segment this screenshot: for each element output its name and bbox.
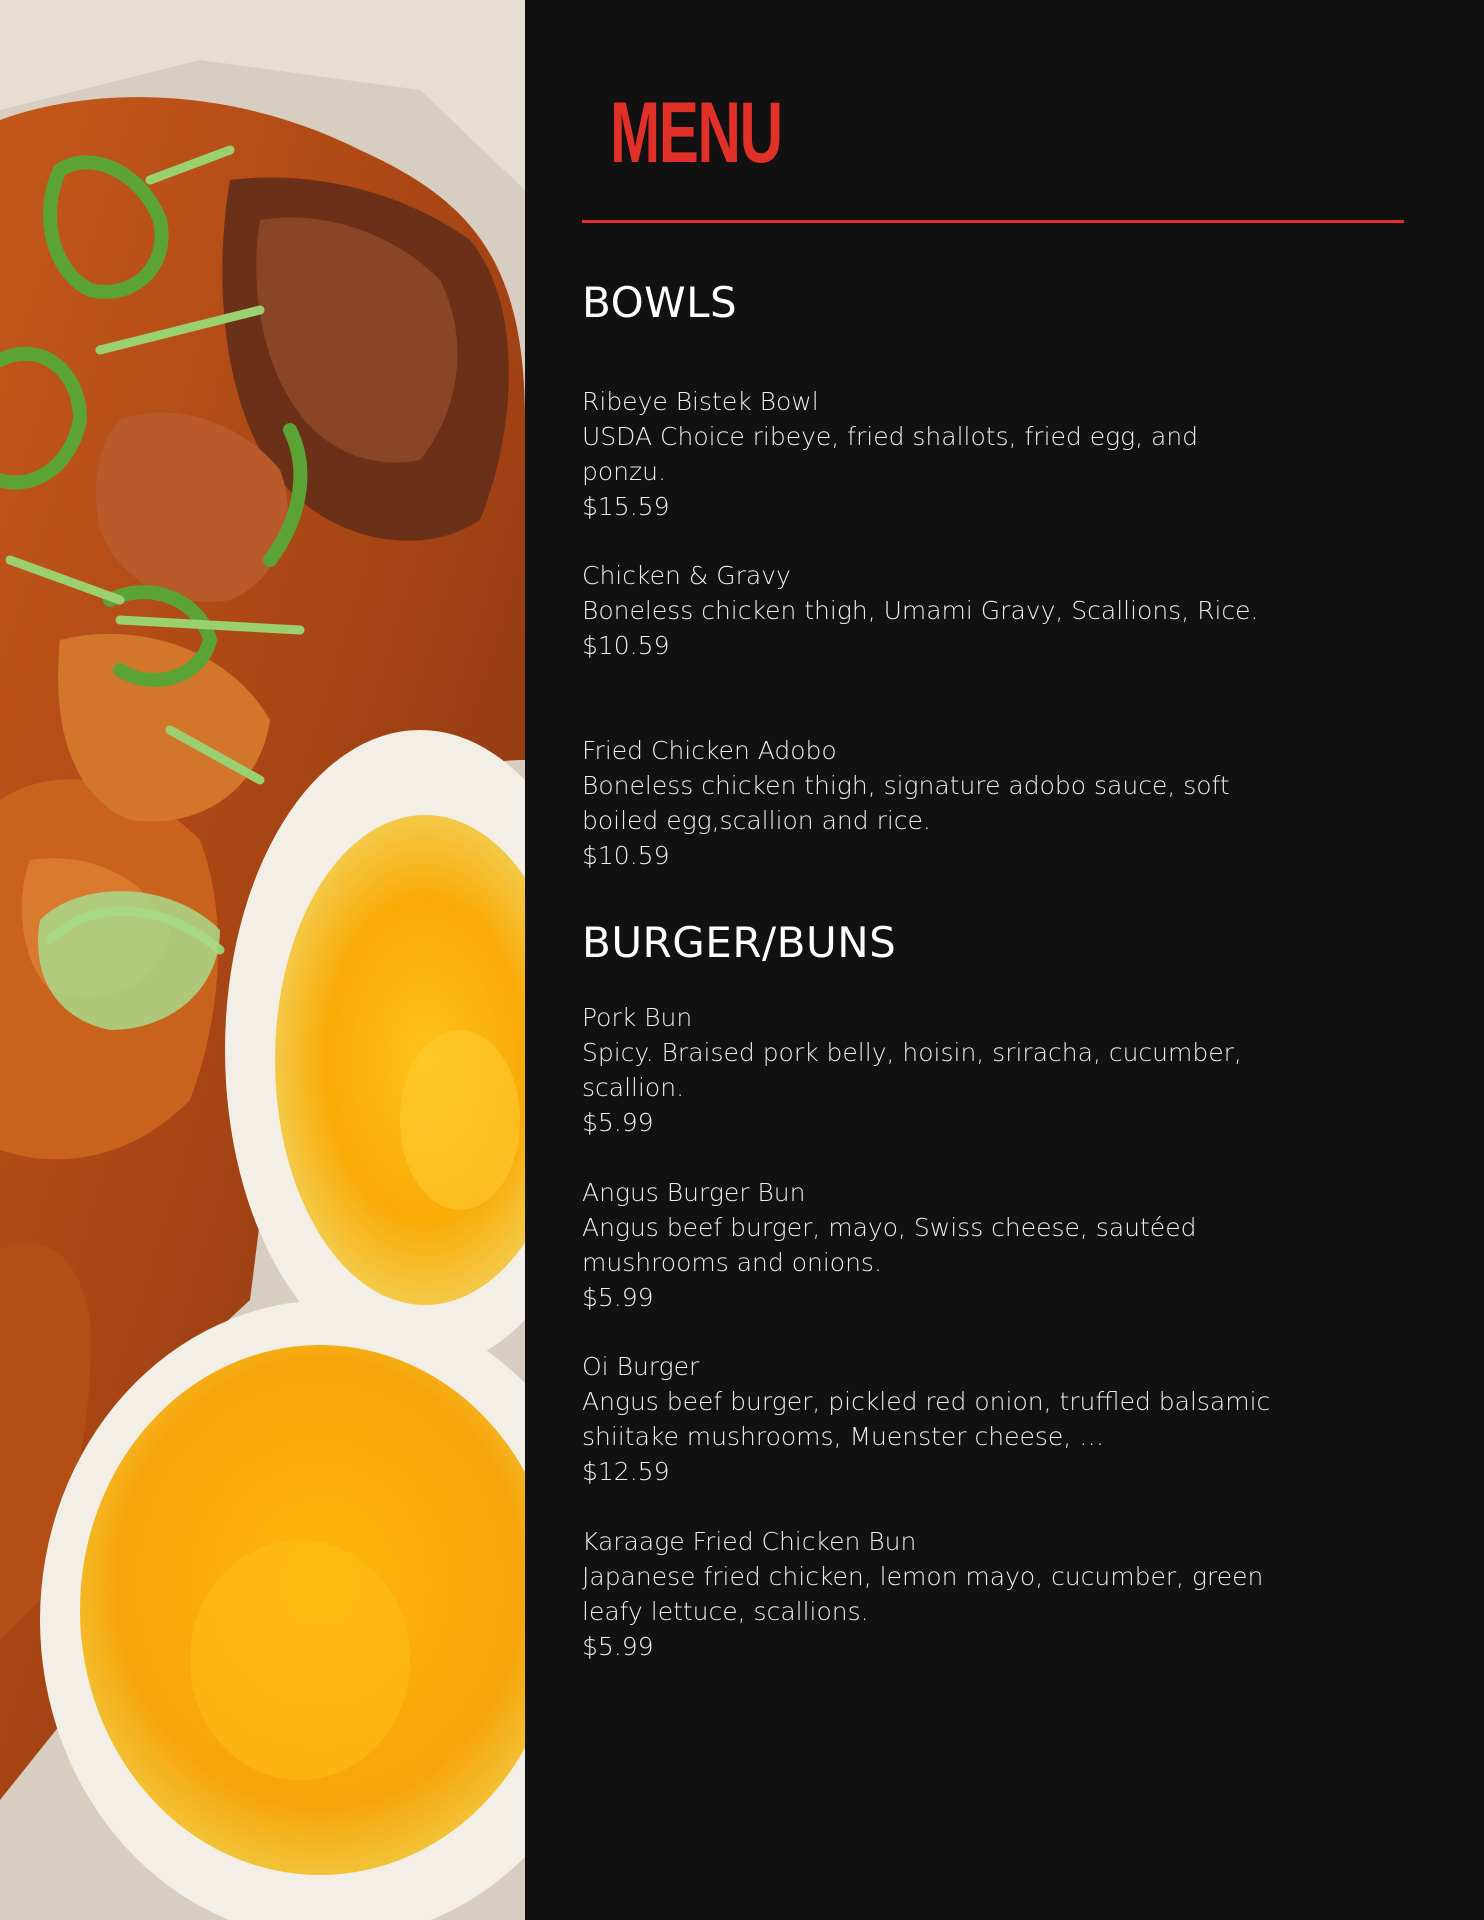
menu-item xyxy=(582,558,1302,663)
food-photo xyxy=(0,0,525,1920)
menu-panel xyxy=(525,0,1484,1920)
item-name: Fried Chicken Adobo xyxy=(582,736,837,765)
item-description: Boneless chicken thigh, Umami Gravy, Scallions, Rice. xyxy=(582,596,1259,625)
item-price: $10.59 xyxy=(582,631,670,660)
item-price: $15.59 xyxy=(582,492,670,521)
menu-item xyxy=(582,1524,1302,1664)
item-name: Chicken & Gravy xyxy=(582,561,791,590)
item-description: Spicy. Braised pork belly, hoisin, sriracha, cucumber, scallion. xyxy=(582,1038,1242,1102)
item-description: Angus beef burger, pickled red onion, truffled balsamic shiitake mushrooms, Muenster cheese, … xyxy=(582,1387,1271,1451)
section-heading-burger-buns: BURGER/BUNS xyxy=(582,918,897,967)
item-price: $5.99 xyxy=(582,1283,654,1312)
menu-item xyxy=(582,384,1302,524)
item-name: Ribeye Bistek Bowl xyxy=(582,387,819,416)
item-name: Karaage Fried Chicken Bun xyxy=(582,1527,917,1556)
menu-item xyxy=(582,1000,1302,1140)
menu-item xyxy=(582,1349,1302,1489)
title-divider xyxy=(582,220,1404,223)
item-description: Japanese fried chicken, lemon mayo, cucumber, green leafy lettuce, scallions. xyxy=(582,1562,1264,1626)
menu-title: MENU xyxy=(610,85,782,181)
item-price: $5.99 xyxy=(582,1632,654,1661)
menu-item xyxy=(582,733,1302,873)
item-price: $5.99 xyxy=(582,1108,654,1137)
item-name: Pork Bun xyxy=(582,1003,693,1032)
item-name: Oi Burger xyxy=(582,1352,700,1381)
item-description: USDA Choice ribeye, fried shallots, fried egg, and ponzu. xyxy=(582,422,1199,486)
item-name: Angus Burger Bun xyxy=(582,1178,806,1207)
section-heading-bowls: BOWLS xyxy=(582,278,738,327)
item-price: $10.59 xyxy=(582,841,670,870)
item-description: Angus beef burger, mayo, Swiss cheese, sautéed mushrooms and onions. xyxy=(582,1213,1197,1277)
item-description: Boneless chicken thigh, signature adobo sauce, soft boiled egg,scallion and rice. xyxy=(582,771,1230,835)
menu-item xyxy=(582,1175,1302,1315)
item-price: $12.59 xyxy=(582,1457,670,1486)
